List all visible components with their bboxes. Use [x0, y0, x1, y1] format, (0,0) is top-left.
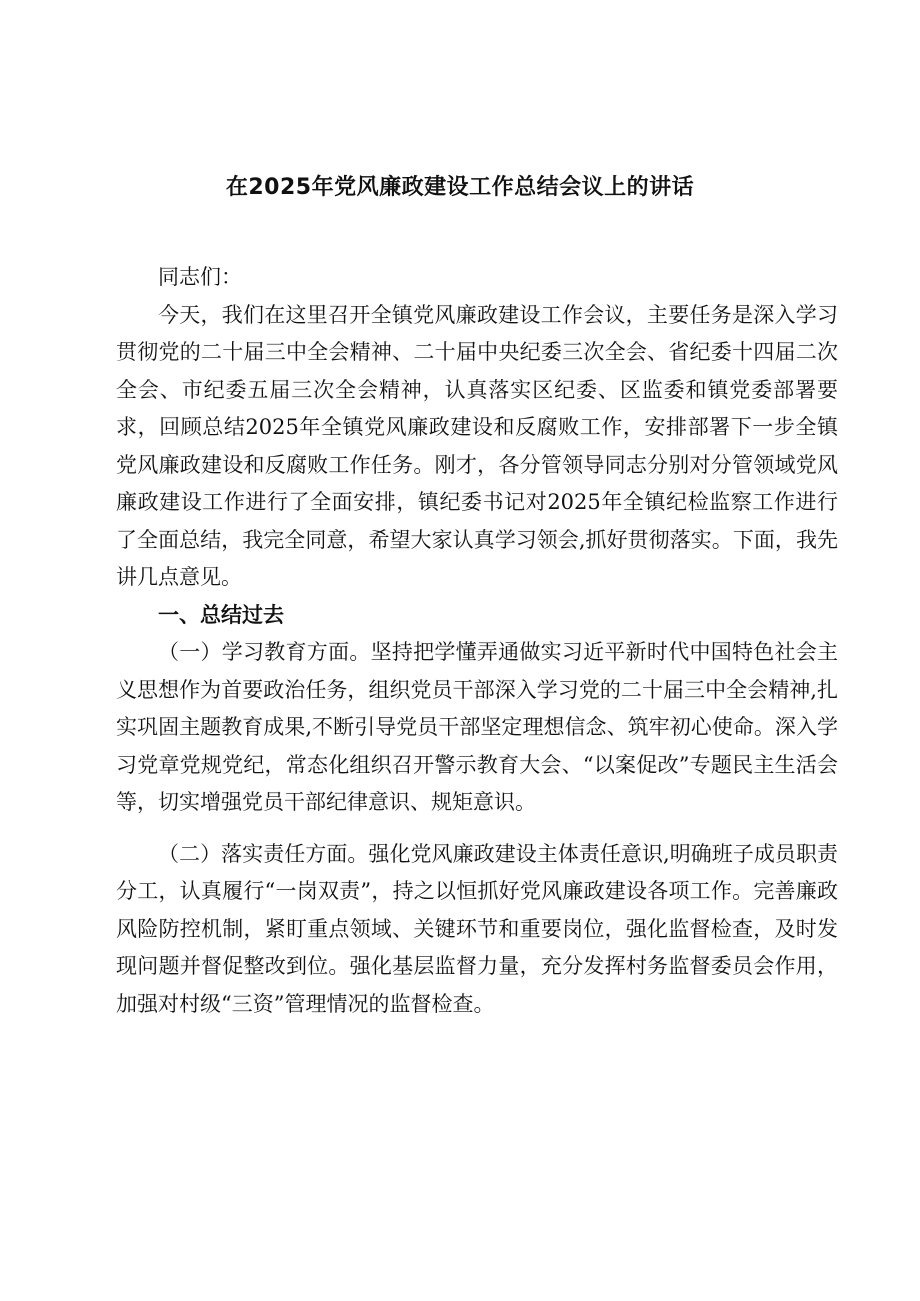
document-title: 在2025年党风廉政建设工作总结会议上的讲话 [225, 175, 695, 200]
intro-paragraph: 今天，我们在这里召开全镇党风廉政建设工作会议，主要任务是深入学习贯彻党的二十届三中全会精神、二十届中央纪委三次全会、省纪委十四届二次全会、市纪委五届三次全会精神，认真落实区纪委、区监委和镇党委部署要求，回顾总结2025年全镇党风廉政建设和反腐败工作，安排部署下一步全镇党风廉政建设和反腐败工作任务。刚才，各分管领导同志分别对分管领域党风廉政建设工作进行了全面安排，镇纪委书记对2025年全镇纪检监察工作进行了全面总结，我完全同意，希望大家认真学习领会,抓好贯彻落实。下面，我先讲几点意见。 [116, 302, 838, 589]
paragraph-point-2: （二）落实责任方面。强化党风廉政建设主体责任意识,明确班子成员职责分工，认真履行“一岗双责”，持之以恒抓好党风廉政建设各项工作。完善廉政风险防控机制，紧盯重点领域、关键环节和重要岗位，强化监督检查，及时发现问题并督促整改到位。强化基层监督力量，充分发挥村务监督委员会作用，加强对村级“三资”管理情况的监督检查。 [116, 841, 838, 1016]
paragraph-point-1: （一）学习教育方面。坚持把学懂弄通做实习近平新时代中国特色社会主义思想作为首要政治任务，组织党员干部深入学习党的二十届三中全会精神,扎实巩固主题教育成果,不断引导党员干部坚定理想信念、筑牢初心使命。深入学习党章党规党纪，常态化组织召开警示教育大会、“以案促改”专题民主生活会等，切实增强党员干部纪律意识、规矩意识。 [116, 640, 838, 814]
document-body [116, 259, 838, 1023]
section-heading: 一、总结过去 [158, 602, 284, 627]
paragraph-spacer [116, 822, 838, 836]
salutation: 同志们： [158, 265, 242, 289]
